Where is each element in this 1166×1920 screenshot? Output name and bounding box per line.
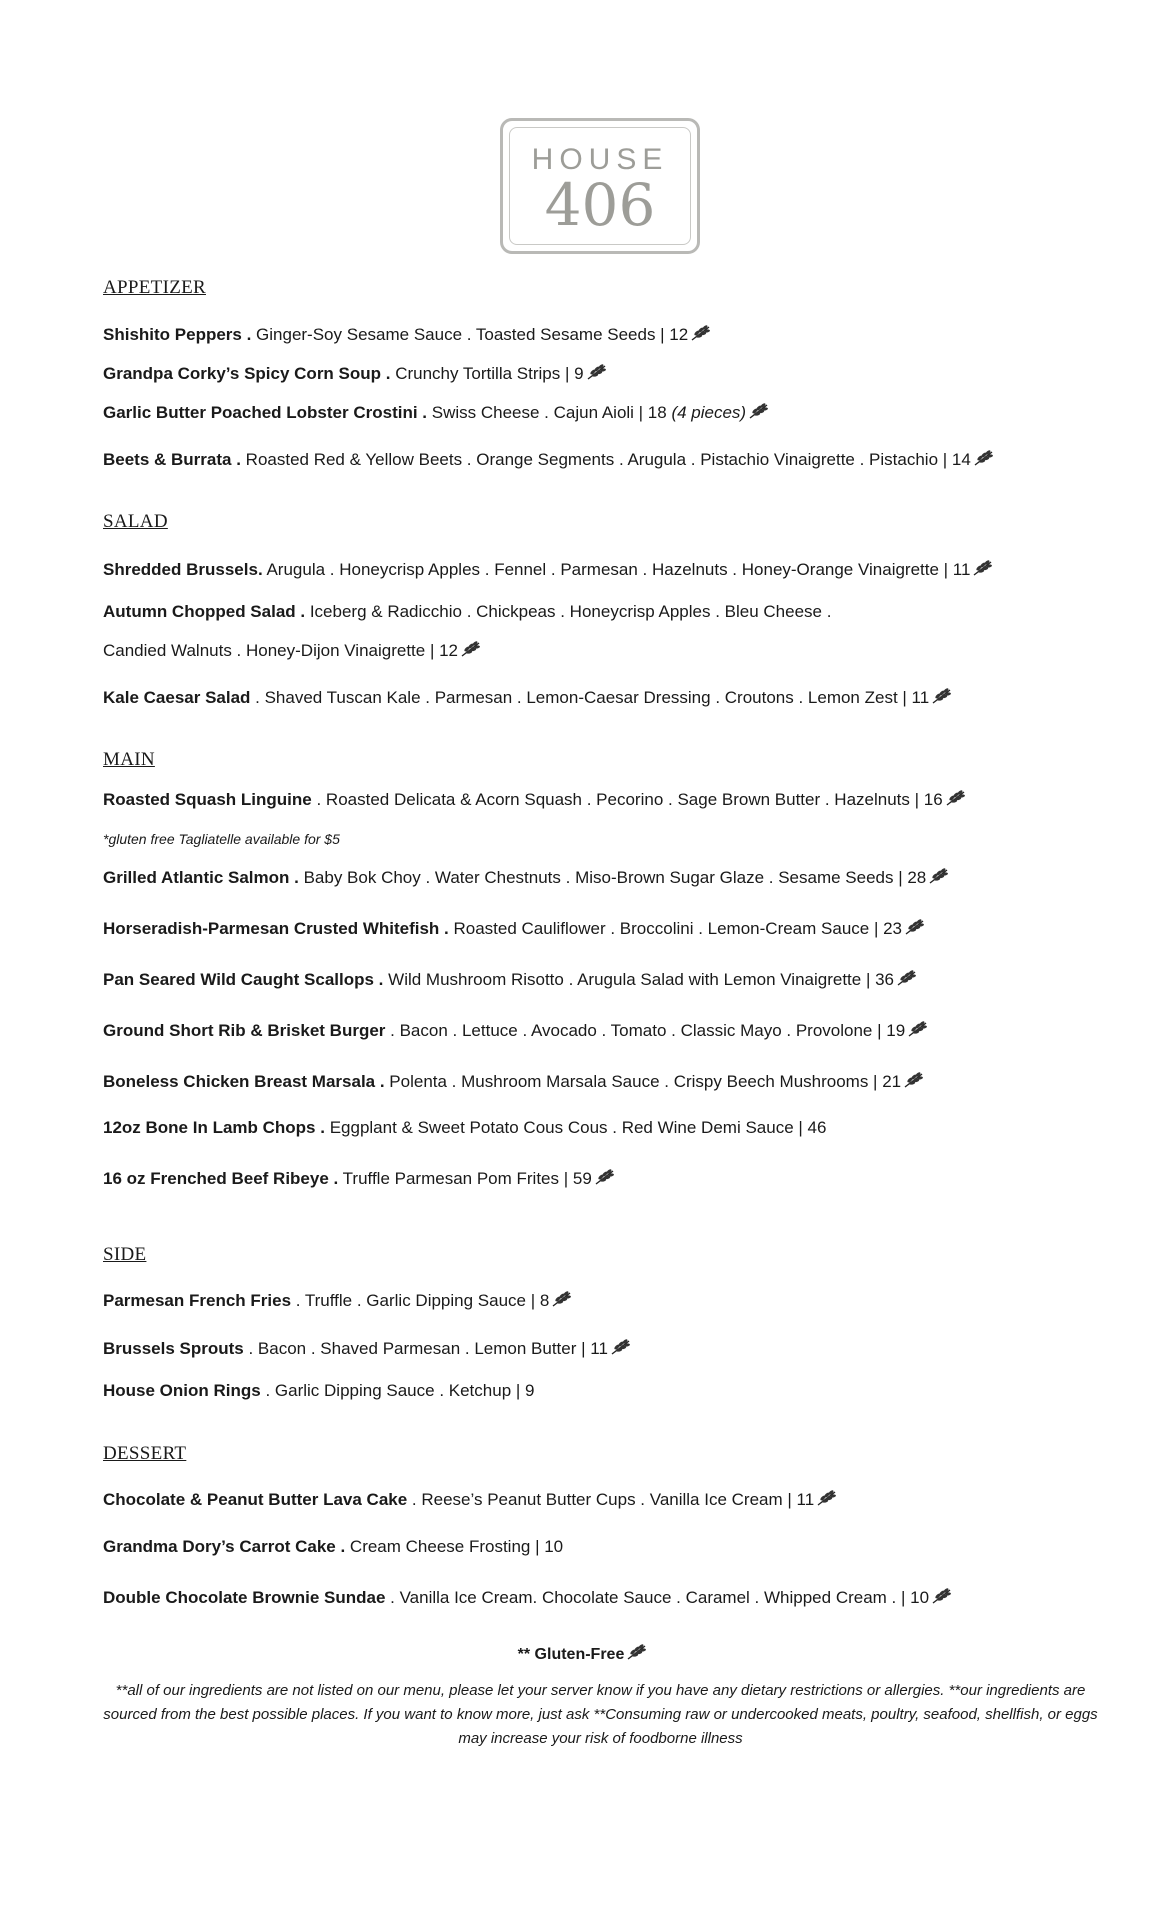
menu-item (103, 969, 918, 991)
item-description: . Truffle . Garlic Dipping Sauce | 8 (291, 1291, 550, 1310)
gluten-free-icon (748, 402, 770, 420)
item-description: Ginger-Soy Sesame Sauce . Toasted Sesame Seeds | 12 (251, 325, 689, 344)
menu-item (103, 363, 608, 385)
item-name: Grilled Atlantic Salmon . (103, 868, 299, 887)
logo-line-2: 406 (544, 171, 656, 239)
gluten-free-icon (551, 1290, 573, 1308)
item-description: . Reese’s Peanut Butter Cups . Vanilla Ice Cream | 11 (407, 1490, 815, 1509)
item-description: Iceberg & Radicchio . Chickpeas . Honeycrisp Apples . Bleu Cheese . (305, 602, 832, 621)
menu-item (103, 687, 953, 709)
menu-item (103, 1168, 616, 1190)
gluten-free-icon (610, 1338, 632, 1356)
gluten-free-icon (816, 1489, 838, 1507)
item-name: Kale Caesar Salad (103, 688, 251, 707)
gluten-free-icon (903, 1071, 925, 1089)
gluten-free-icon (972, 559, 994, 577)
gluten-free-legend (0, 1643, 1166, 1664)
item-description: Truffle Parmesan Pom Frites | 59 (338, 1169, 592, 1188)
item-name: 16 oz Frenched Beef Ribeye . (103, 1169, 339, 1188)
menu-item (103, 1338, 632, 1360)
legend-label: ** Gluten-Free (517, 1646, 625, 1663)
section-title-side: SIDE (103, 1244, 147, 1265)
section-title-appetizer: APPETIZER (103, 277, 206, 298)
menu-item (103, 918, 926, 940)
menu-item (103, 1071, 925, 1093)
item-description: Roasted Cauliflower . Broccolini . Lemon-Cream Sauce | 23 (448, 919, 902, 938)
legend-icon-slot (624, 1646, 648, 1663)
gluten-free-icon (931, 687, 953, 705)
item-description: . Roasted Delicata & Acorn Squash . Pecorino . Sage Brown Butter . Hazelnuts | 16 (311, 790, 943, 809)
item-description: Crunchy Tortilla Strips | 9 (390, 364, 584, 383)
gluten-free-icon (460, 640, 482, 658)
gluten-free-icon (928, 867, 950, 885)
item-name: Brussels Sprouts (103, 1339, 244, 1358)
menu-item (103, 559, 994, 581)
item-description: Wild Mushroom Risotto . Arugula Salad with Lemon Vinaigrette | 36 (383, 970, 895, 989)
item-description: . Vanilla Ice Cream. Chocolate Sauce . Caramel . Whipped Cream . | 10 (385, 1588, 930, 1607)
item-name: Grandma Dory’s Carrot Cake . (103, 1537, 346, 1556)
item-name: 12oz Bone In Lamb Chops . (103, 1118, 325, 1137)
item-description: Swiss Cheese . Cajun Aioli | 18 (427, 403, 672, 422)
menu-item (103, 402, 770, 424)
menu-item (103, 601, 831, 623)
menu-item (103, 449, 995, 471)
menu-item (103, 1380, 534, 1402)
allergy-disclaimer: **all of our ingredients are not listed on our menu, please let your server know if you have any dietary restrictions or allergies. **our ingredients are sourced from the best possible places. If you want to know more, just ask **Consuming raw or undercooked meats, poultry, seafood, shellfish, or eggs may increase your risk of foodborne illness (103, 1682, 1098, 1747)
gluten-free-icon (896, 969, 918, 987)
item-name: Roasted Squash Linguine (103, 790, 312, 809)
menu-item (103, 324, 712, 346)
gluten-free-icon (690, 324, 712, 342)
menu-item (103, 1587, 953, 1609)
menu-item (103, 1020, 929, 1042)
item-pieces: (4 pieces) (671, 403, 747, 422)
item-name: Boneless Chicken Breast Marsala . (103, 1072, 385, 1091)
menu-item-continued (103, 640, 482, 662)
item-name: Grandpa Corky’s Spicy Corn Soup . (103, 364, 391, 383)
item-description: Polenta . Mushroom Marsala Sauce . Crispy Beech Mushrooms | 21 (384, 1072, 902, 1091)
item-name: Shishito Peppers . (103, 325, 252, 344)
item-description: Eggplant & Sweet Potato Cous Cous . Red Wine Demi Sauce | 46 (324, 1118, 827, 1137)
gluten-free-icon (907, 1020, 929, 1038)
item-name: Ground Short Rib & Brisket Burger (103, 1021, 386, 1040)
menu-item (103, 1117, 826, 1139)
item-description: . Bacon . Shaved Parmesan . Lemon Butter | 11 (243, 1339, 608, 1358)
item-name: Double Chocolate Brownie Sundae (103, 1588, 386, 1607)
item-description: Cream Cheese Frosting | 10 (345, 1537, 564, 1556)
item-description: Arugula . Honeycrisp Apples . Fennel . Parmesan . Hazelnuts . Honey-Orange Vinaigrette | 11 (262, 560, 971, 579)
gluten-free-icon (626, 1643, 648, 1661)
item-description: Baby Bok Choy . Water Chestnuts . Miso-Brown Sugar Glaze . Sesame Seeds | 28 (298, 868, 927, 887)
house-406-logo (500, 118, 700, 254)
item-description: Candied Walnuts . Honey-Dijon Vinaigrette | 12 (103, 641, 458, 660)
item-name: Shredded Brussels. (103, 560, 263, 579)
item-name: Pan Seared Wild Caught Scallops . (103, 970, 384, 989)
item-description: . Bacon . Lettuce . Avocado . Tomato . Classic Mayo . Provolone | 19 (385, 1021, 906, 1040)
item-name: Chocolate & Peanut Butter Lava Cake (103, 1490, 408, 1509)
logo-line-1: HOUSE (531, 143, 669, 176)
menu-item (103, 1290, 573, 1312)
gluten-free-icon (945, 789, 967, 807)
gluten-free-note: *gluten free Tagliatelle available for $5 (103, 831, 340, 847)
gluten-free-icon (586, 363, 608, 381)
item-name: Horseradish-Parmesan Crusted Whitefish . (103, 919, 449, 938)
item-name: House Onion Rings (103, 1381, 261, 1400)
item-name: Autumn Chopped Salad . (103, 602, 306, 621)
menu-item (103, 1489, 838, 1511)
item-name: Parmesan French Fries (103, 1291, 292, 1310)
item-description: . Shaved Tuscan Kale . Parmesan . Lemon-Caesar Dressing . Croutons . Lemon Zest | 11 (250, 688, 930, 707)
item-description: . Garlic Dipping Sauce . Ketchup | 9 (260, 1381, 535, 1400)
menu-item (103, 789, 967, 811)
menu-item (103, 867, 950, 889)
item-name: Beets & Burrata . (103, 450, 241, 469)
gluten-free-icon (931, 1587, 953, 1605)
menu-item (103, 1536, 563, 1558)
section-title-salad: SALAD (103, 511, 168, 532)
gluten-free-icon (594, 1168, 616, 1186)
gluten-free-icon (973, 449, 995, 467)
section-title-main: MAIN (103, 749, 155, 770)
item-description: Roasted Red & Yellow Beets . Orange Segments . Arugula . Pistachio Vinaigrette . Pistachio | 14 (240, 450, 971, 469)
item-name: Garlic Butter Poached Lobster Crostini . (103, 403, 428, 422)
section-title-dessert: DESSERT (103, 1443, 187, 1464)
gluten-free-icon (904, 918, 926, 936)
